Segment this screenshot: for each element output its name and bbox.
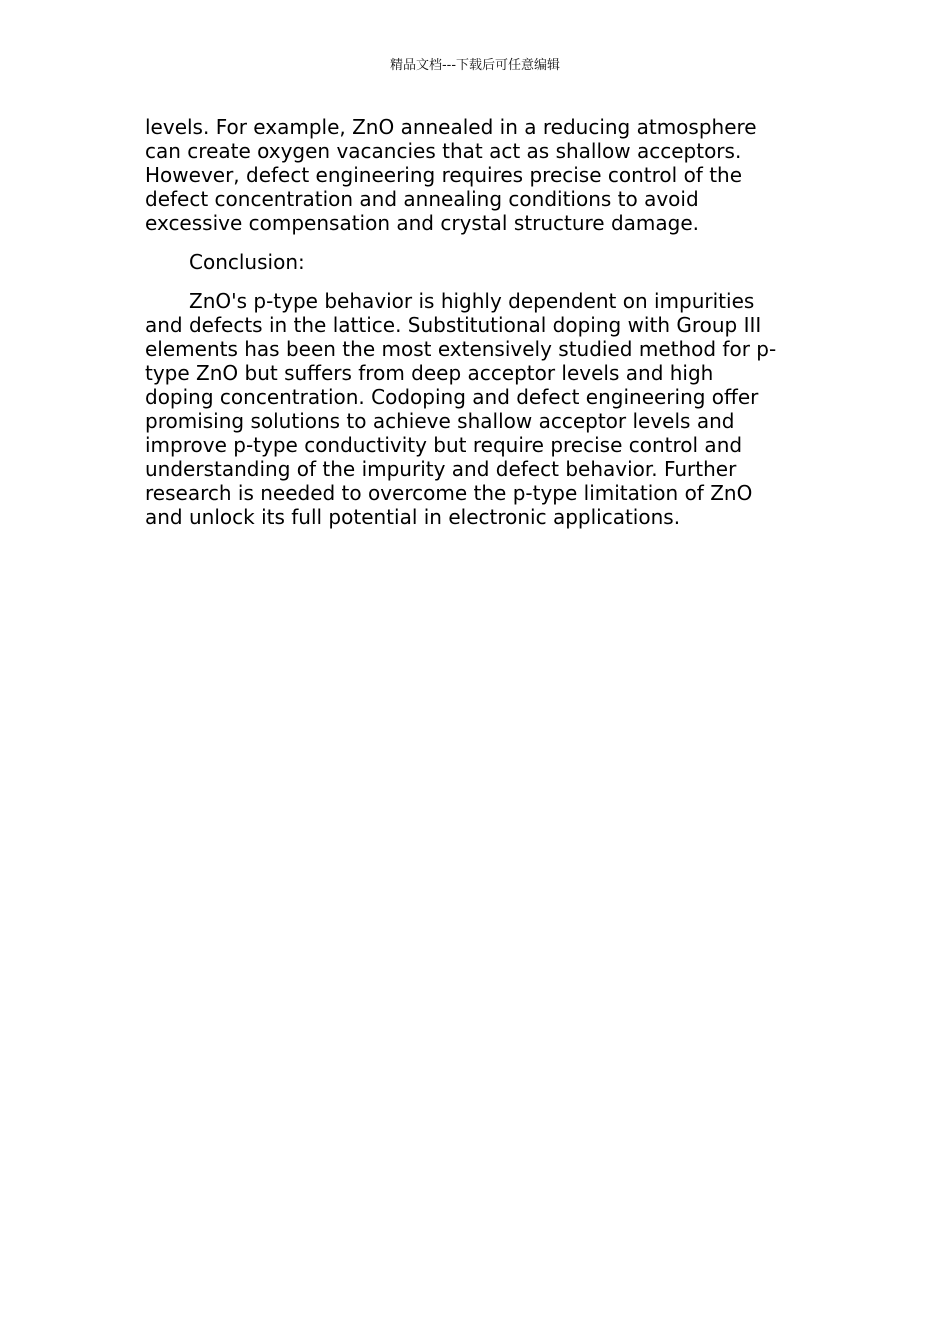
text-line: understanding of the impurity and defect behavior. Further	[145, 457, 737, 481]
page-header-watermark: 精品文档---下载后可任意编辑	[389, 58, 561, 73]
paragraph-defect-engineering	[145, 115, 805, 235]
text-line: improve p-type conductivity but require precise control and	[145, 433, 743, 457]
section-heading-conclusion: Conclusion:	[189, 250, 305, 274]
paragraph-conclusion	[145, 289, 805, 529]
text-line: can create oxygen vacancies that act as shallow acceptors.	[145, 139, 742, 163]
text-line: defect concentration and annealing conditions to avoid	[145, 187, 699, 211]
text-line: levels. For example, ZnO annealed in a reducing atmosphere	[145, 115, 757, 139]
text-line: excessive compensation and crystal structure damage.	[145, 211, 700, 235]
text-line: doping concentration. Codoping and defect engineering offer	[145, 385, 759, 409]
text-line: type ZnO but suffers from deep acceptor levels and high	[145, 361, 714, 385]
document-body	[145, 115, 805, 529]
text-line: research is needed to overcome the p-type limitation of ZnO	[145, 481, 753, 505]
text-line: promising solutions to achieve shallow acceptor levels and	[145, 409, 735, 433]
text-line: elements has been the most extensively studied method for p-	[145, 337, 777, 361]
text-line: and unlock its full potential in electronic applications.	[145, 505, 681, 529]
text-line: However, defect engineering requires precise control of the	[145, 163, 743, 187]
text-line: and defects in the lattice. Substitutional doping with Group III	[145, 313, 762, 337]
text-line: ZnO's p-type behavior is highly dependent on impurities	[189, 289, 755, 313]
